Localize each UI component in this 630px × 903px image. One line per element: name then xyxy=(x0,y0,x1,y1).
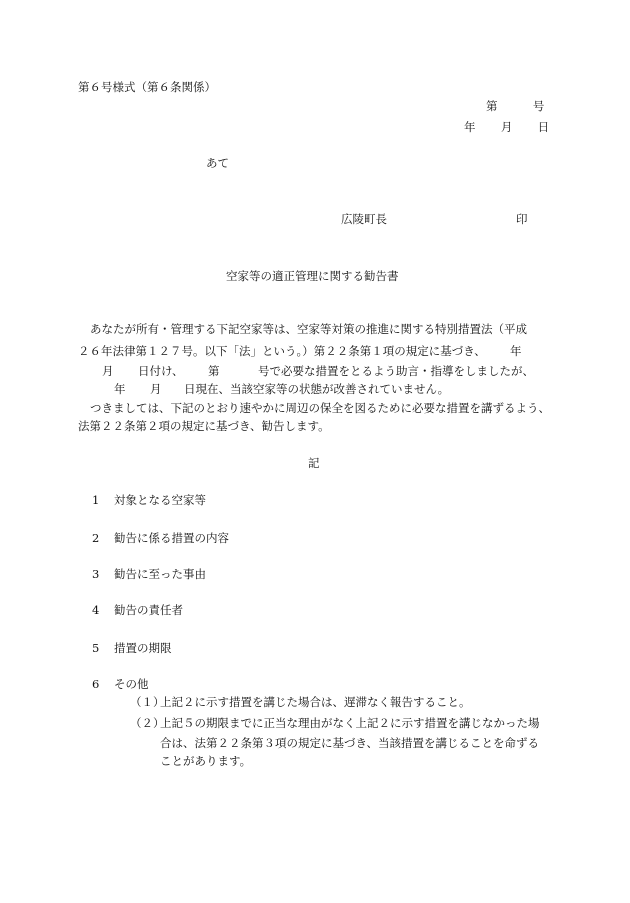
body-line-5: つきましては、下記のとおり速やかに周辺の保全を図るために必要な措置を講ずるよう、 xyxy=(90,401,550,415)
body-line-2-year: 年 xyxy=(510,344,522,358)
item-label: 勧告の責任者 xyxy=(114,603,183,617)
sub-item-2-line-3: ことがあります。 xyxy=(160,754,252,768)
body-line-4-year: 年 xyxy=(114,382,126,396)
document-title: 空家等の適正管理に関する勧告書 xyxy=(226,269,399,283)
date-month: 月 xyxy=(500,120,513,134)
item-label: その他 xyxy=(114,677,149,691)
item-number: 3 xyxy=(92,567,100,581)
item-6 xyxy=(92,676,149,692)
item-label: 勧告に至った事由 xyxy=(114,567,206,581)
sub-item-2-line-1: 上記５の期限までに正当な理由がなく上記２に示す措置を講じなかった場 xyxy=(160,716,540,730)
item-1 xyxy=(92,492,206,508)
doc-number-prefix: 第 xyxy=(486,99,498,113)
item-label: 措置の期限 xyxy=(114,641,172,655)
item-number: 1 xyxy=(92,493,100,507)
body-line-3-no: 第 xyxy=(208,364,220,378)
item-2 xyxy=(92,530,229,546)
sub-item-1-text: 上記２に示す措置を講じた場合は、遅滞なく報告すること。 xyxy=(160,695,471,709)
body-line-3-day: 日付け、 xyxy=(138,364,184,378)
item-number: 5 xyxy=(92,641,100,655)
body-line-3-rest: 号で必要な措置をとるよう助言・指導をしましたが、 xyxy=(258,364,534,378)
sender-name: 広陵町長 xyxy=(341,212,387,226)
sub-item-2-line-2: 合は、法第２２条第３項の規定に基づき、当該措置を講じることを命ずる xyxy=(160,736,540,750)
doc-number-suffix: 号 xyxy=(532,99,545,113)
item-number: 4 xyxy=(92,603,100,617)
form-label: 第６号様式（第６条関係） xyxy=(78,80,216,94)
seal-mark: 印 xyxy=(516,212,528,226)
sub-item-1-marker: （１） xyxy=(130,695,165,709)
ki-heading: 記 xyxy=(308,456,320,470)
addressee: あて xyxy=(206,156,229,170)
item-3 xyxy=(92,566,206,582)
body-line-3-month: 月 xyxy=(102,364,114,378)
item-4 xyxy=(92,602,183,618)
body-line-1: あなたが所有・管理する下記空家等は、空家等対策の推進に関する特別措置法（平成 xyxy=(90,322,527,336)
item-label: 勧告に係る措置の内容 xyxy=(114,531,229,545)
item-number: 2 xyxy=(92,531,100,545)
body-line-6: 法第２２条第２項の規定に基づき、勧告します。 xyxy=(78,419,330,433)
body-line-2: ２６年法律第１２７号。以下「法」という。）第２２条第１項の規定に基づき、 xyxy=(78,344,486,358)
date-day: 日 xyxy=(537,120,550,134)
item-label: 対象となる空家等 xyxy=(114,493,206,507)
sub-item-2-marker: （２） xyxy=(130,716,165,730)
date-line xyxy=(464,119,549,135)
date-year: 年 xyxy=(464,120,476,134)
item-5 xyxy=(92,640,172,656)
item-number: 6 xyxy=(92,677,100,691)
document-number xyxy=(486,98,544,114)
body-line-4-rest: 日現在、当該空家等の状態が改善されていません。 xyxy=(184,382,450,396)
body-line-4-month: 月 xyxy=(150,382,162,396)
